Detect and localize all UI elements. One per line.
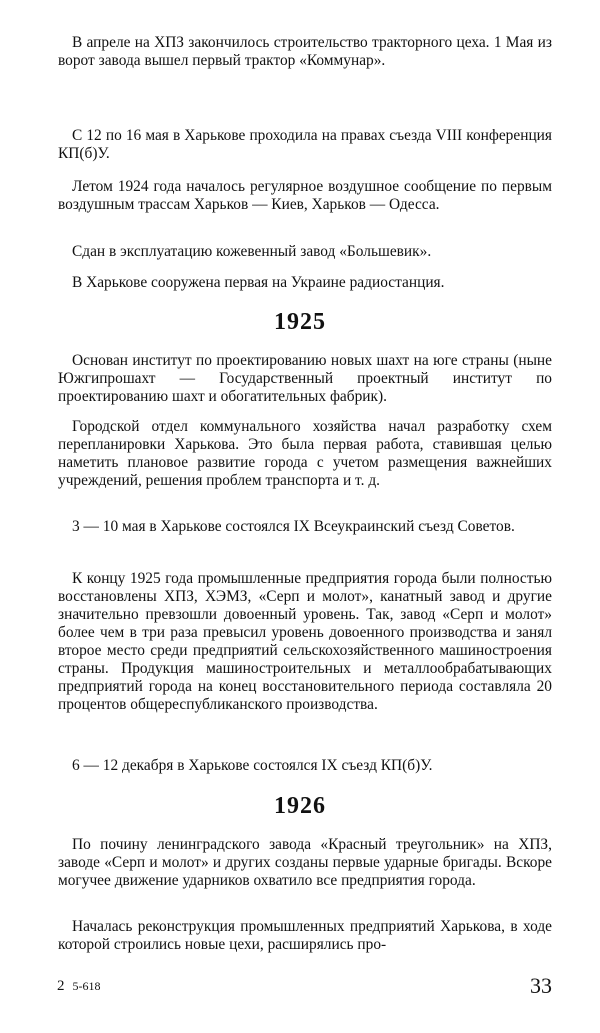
paragraph: 6 — 12 декабря в Харькове состоялся IX съезд КП(б)У.: [72, 757, 433, 774]
paragraph: К концу 1925 года промышленные предприятия города были полностью восстановлены ХПЗ, ХЭМЗ, «Серп и молот», канатный завод и другие значительно превзошли довоенный уровень. Так, завод «Серп и молот» более чем в три раза превысил уровень довоенного производства и занял второе место среди предприятий сельскохозяйственного машиностроения страны. Продукция машиностроительных и металлообрабатывающих предприятий города на конец восстановительного периода составляла 20 процентов общереспубликанского производства.: [58, 570, 552, 713]
paragraph: Началась реконструкция промышленных предприятий Харькова, в ходе которой строились новые цехи, расширялись про-: [58, 918, 552, 953]
year-heading-1925: 1925: [274, 309, 326, 335]
paragraph: По почину ленинградского завода «Красный треугольник» на ХПЗ, заводе «Серп и молот» и других созданы первые ударные бригады. Вскоре могучее движение ударников охватило все предприятия города.: [58, 836, 552, 889]
paragraph: Городской отдел коммунального хозяйства начал разработку схем перепланировки Харькова. Это была первая работа, ставившая целью наметить плановое развитие города с учетом размещения важнейших учреждений, решения проблем транспорта и т. д.: [58, 418, 552, 489]
paragraph: Сдан в эксплуатацию кожевенный завод «Большевик».: [72, 243, 432, 260]
paragraph: В Харькове сооружена первая на Украине радиостанция.: [72, 274, 445, 291]
paragraph: 3 — 10 мая в Харькове состоялся IX Всеукраинский съезд Советов.: [72, 518, 515, 535]
page-number: 33: [530, 973, 552, 998]
signature-code: 5-618: [72, 979, 101, 993]
printer-signature: [57, 978, 101, 995]
paragraph: Летом 1924 года началось регулярное воздушное сообщение по первым воздушным трассам Харьков — Киев, Харьков — Одесса.: [58, 178, 552, 213]
signature-number: 2: [57, 978, 65, 994]
year-heading-1926: 1926: [274, 793, 326, 819]
paragraph: Основан институт по проектированию новых шахт на юге страны (ныне Южгипрошахт — Государственный проектный институт по проектированию шахт и обогатительных фабрик).: [58, 352, 552, 405]
paragraph: В апреле на ХПЗ закончилось строительство тракторного цеха. 1 Мая из ворот завода вышел первый трактор «Коммунар».: [58, 34, 552, 69]
paragraph: С 12 по 16 мая в Харькове проходила на правах съезда VIII конференция КП(б)У.: [58, 127, 552, 162]
